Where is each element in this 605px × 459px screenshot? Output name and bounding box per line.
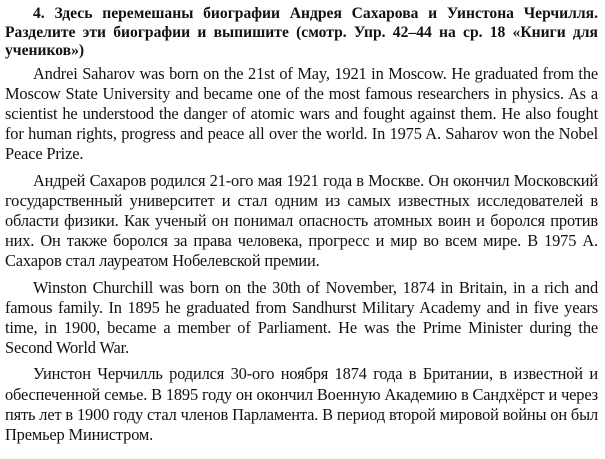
saharov-bio-english: Andrei Saharov was born on the 21st of May, 1921 in Moscow. He graduated from the Moscow State University and became one of the most famous researchers in physics. As a scientist he understood the danger of atomic wars and fought against them. He also fought for human rights, progress and peace all over the world. In 1975 A. Saharov won the Nobel Peace Prize. (5, 63, 598, 164)
task-heading: 4. Здесь перемешаны биографии Андрея Сахарова и Уинстона Черчилля. Разделите эти биографии и выпишите (смотр. Упр. 42–44 на ср. 18 «Книги для учеников») (5, 5, 598, 59)
saharov-bio-russian: Андрей Сахаров родился 21-ого мая 1921 года в Москве. Он окончил Московский государственный университет и стал одним из самых известных исследователей в области физики. Как ученый он понимал опасность атомных воин и боролся против них. Он также боролся за права человека, прогресс и мир во всем мире. В 1975 А. Сахаров стал лауреатом Нобелевской премии. (5, 170, 598, 271)
churchill-bio-russian: Уинстон Черчилль родился 30-ого ноября 1874 года в Британии, в известной и обеспеченной семье. В 1895 году он окончил Военную Академию в Сандхёрст и через пять лет в 1900 году стал членов Парламента. В период второй мировой войны он был Премьер Министром. (5, 364, 598, 444)
churchill-bio-english: Winston Churchill was born on the 30th of November, 1874 in Britain, in a rich and famous family. In 1895 he graduated from Sandhurst Military Academy and in five years time, in 1900, became a member of Parliament. He was the Prime Minister during the Second World War. (5, 277, 598, 358)
